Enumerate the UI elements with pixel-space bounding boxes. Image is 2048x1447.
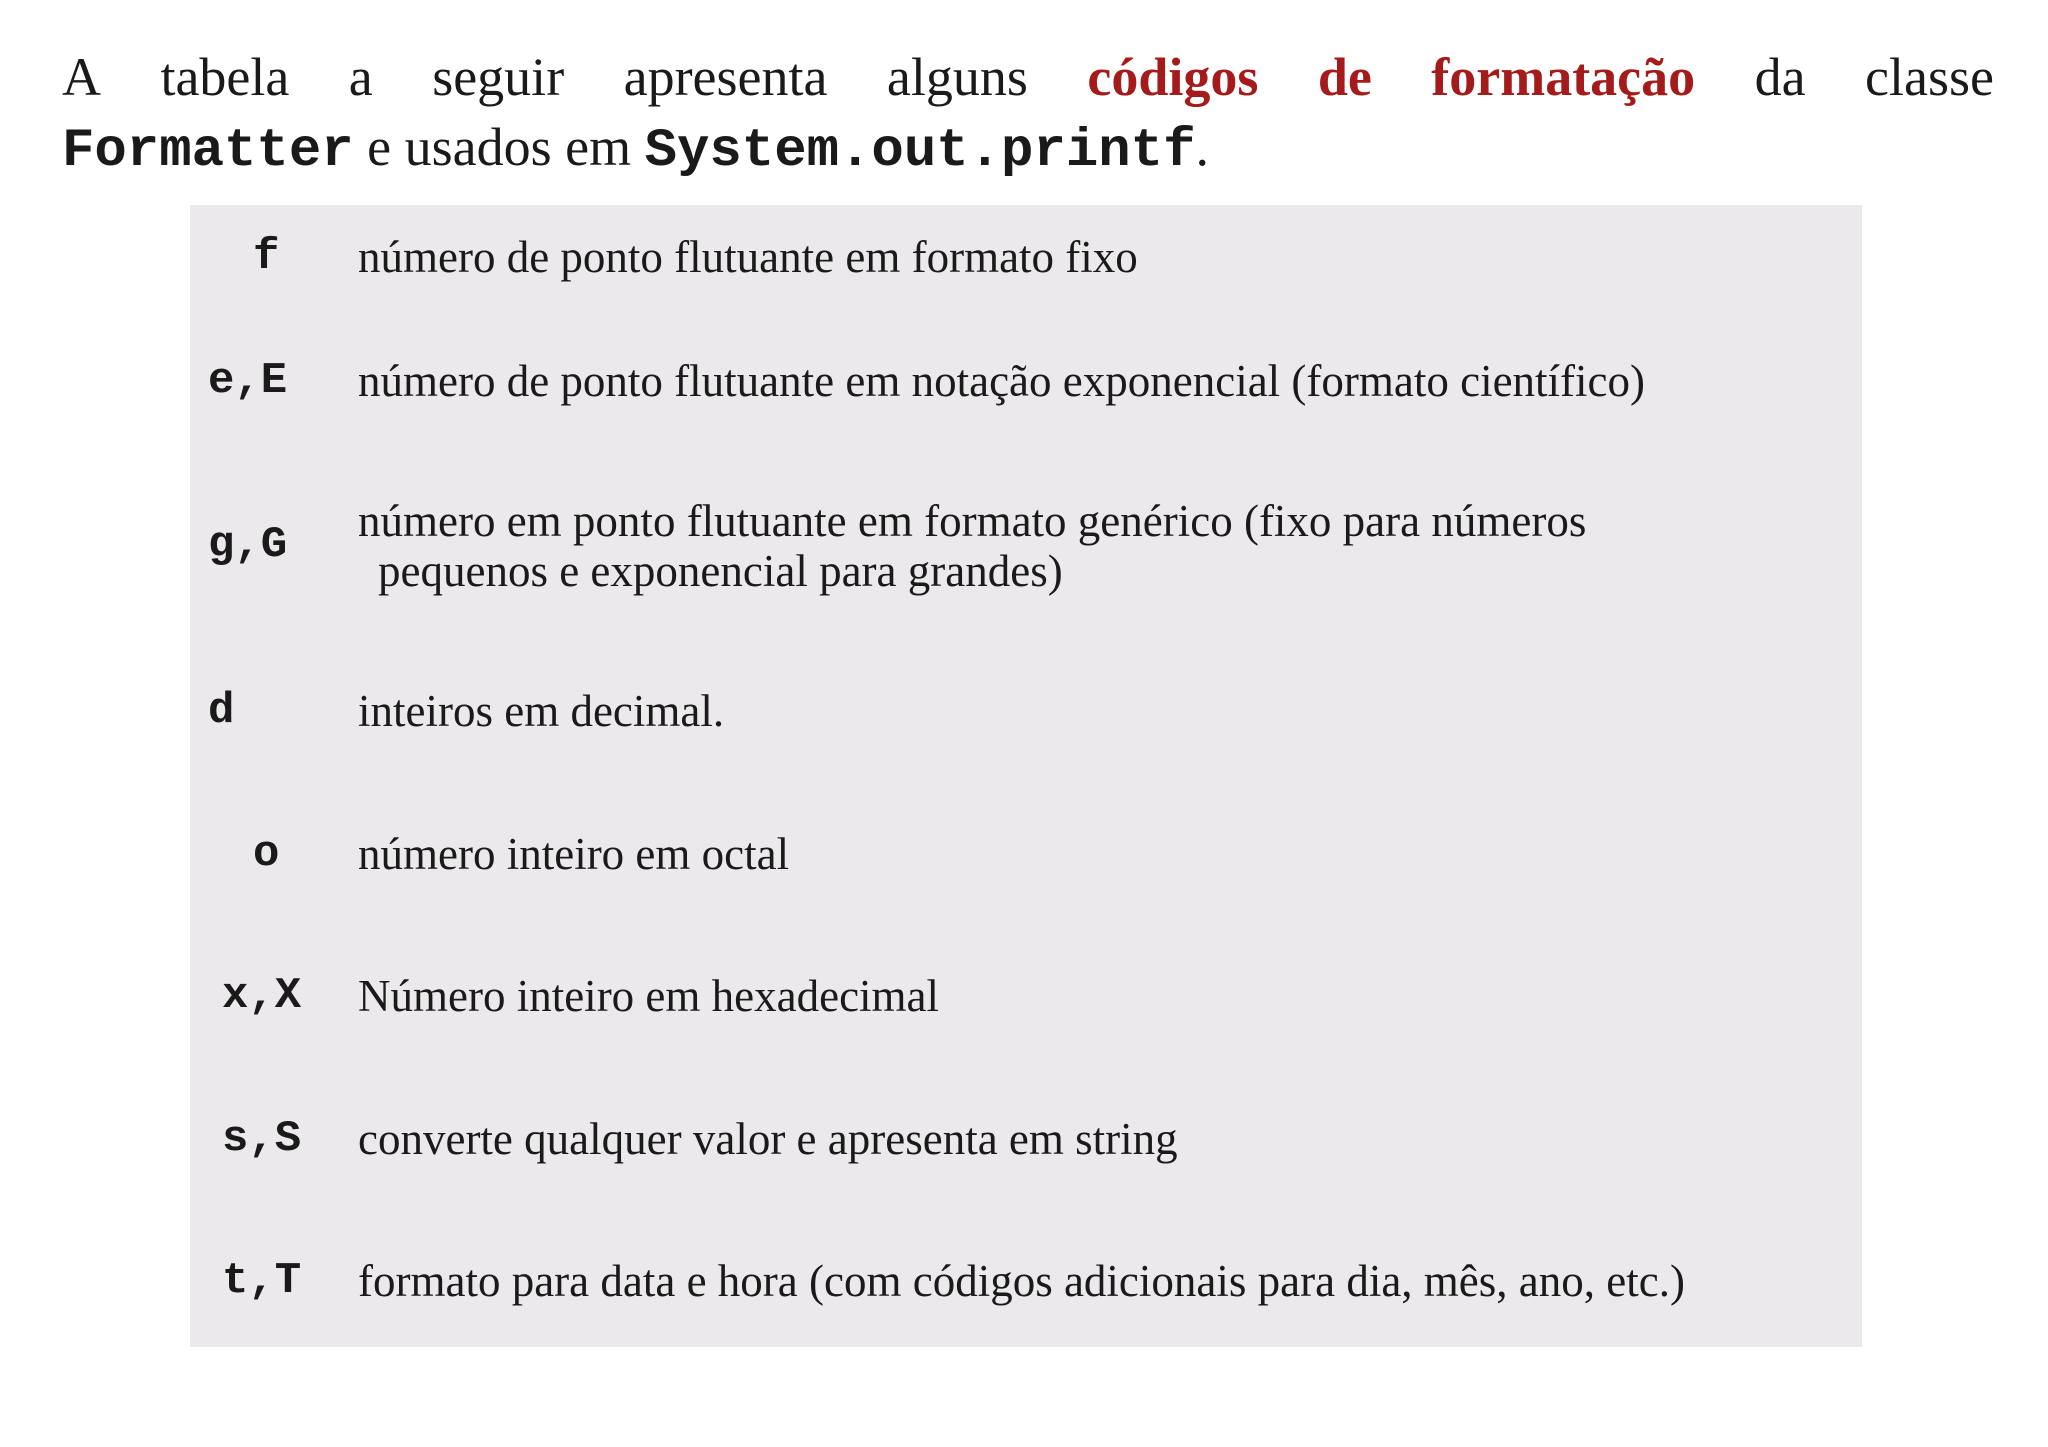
intro-middle-text: e usados em <box>353 117 645 177</box>
format-code: o <box>253 829 280 879</box>
intro-word: alguns <box>886 47 1028 107</box>
format-description: Número inteiro em hexadecimal <box>358 971 940 1021</box>
intro-line-1 <box>62 42 1994 112</box>
class-name-code: Formatter <box>62 121 354 182</box>
intro-line-2 <box>62 112 1994 187</box>
intro-word: da <box>1754 47 1806 107</box>
highlight-word: formatação <box>1431 47 1696 107</box>
format-description: converte qualquer valor e apresenta em string <box>358 1114 1178 1164</box>
format-code: d <box>208 686 235 736</box>
intro-word: classe <box>1865 47 1994 107</box>
intro-end-punct: . <box>1195 117 1209 177</box>
format-code: g,G <box>208 520 288 570</box>
intro-paragraph <box>62 42 1994 187</box>
format-code: f <box>253 232 280 282</box>
format-description: inteiros em decimal. <box>358 686 725 736</box>
intro-word: A <box>62 47 101 107</box>
intro-word: a <box>348 47 373 107</box>
format-code: x,X <box>222 971 302 1021</box>
format-description: número de ponto flutuante em notação exponencial (formato científico) <box>358 356 1646 406</box>
intro-word: apresenta <box>623 47 828 107</box>
format-code: s,S <box>222 1114 302 1164</box>
intro-word: tabela <box>160 47 290 107</box>
format-description: número inteiro em octal <box>358 829 790 879</box>
highlight-word: de <box>1317 47 1372 107</box>
format-description: número de ponto flutuante em formato fixo <box>358 232 1138 282</box>
format-codes-table <box>190 205 1862 1347</box>
highlight-word: códigos <box>1087 47 1259 107</box>
format-description-continued: pequenos e exponencial para grandes) <box>378 546 1063 596</box>
intro-word: seguir <box>432 47 565 107</box>
format-code: e,E <box>208 356 288 406</box>
method-name-code: System.out.printf <box>644 121 1196 182</box>
format-description: formato para data e hora (com códigos adicionais para dia, mês, ano, etc.) <box>358 1256 1685 1306</box>
format-code: t,T <box>222 1256 302 1306</box>
format-description: número em ponto flutuante em formato genérico (fixo para números <box>358 496 1587 546</box>
